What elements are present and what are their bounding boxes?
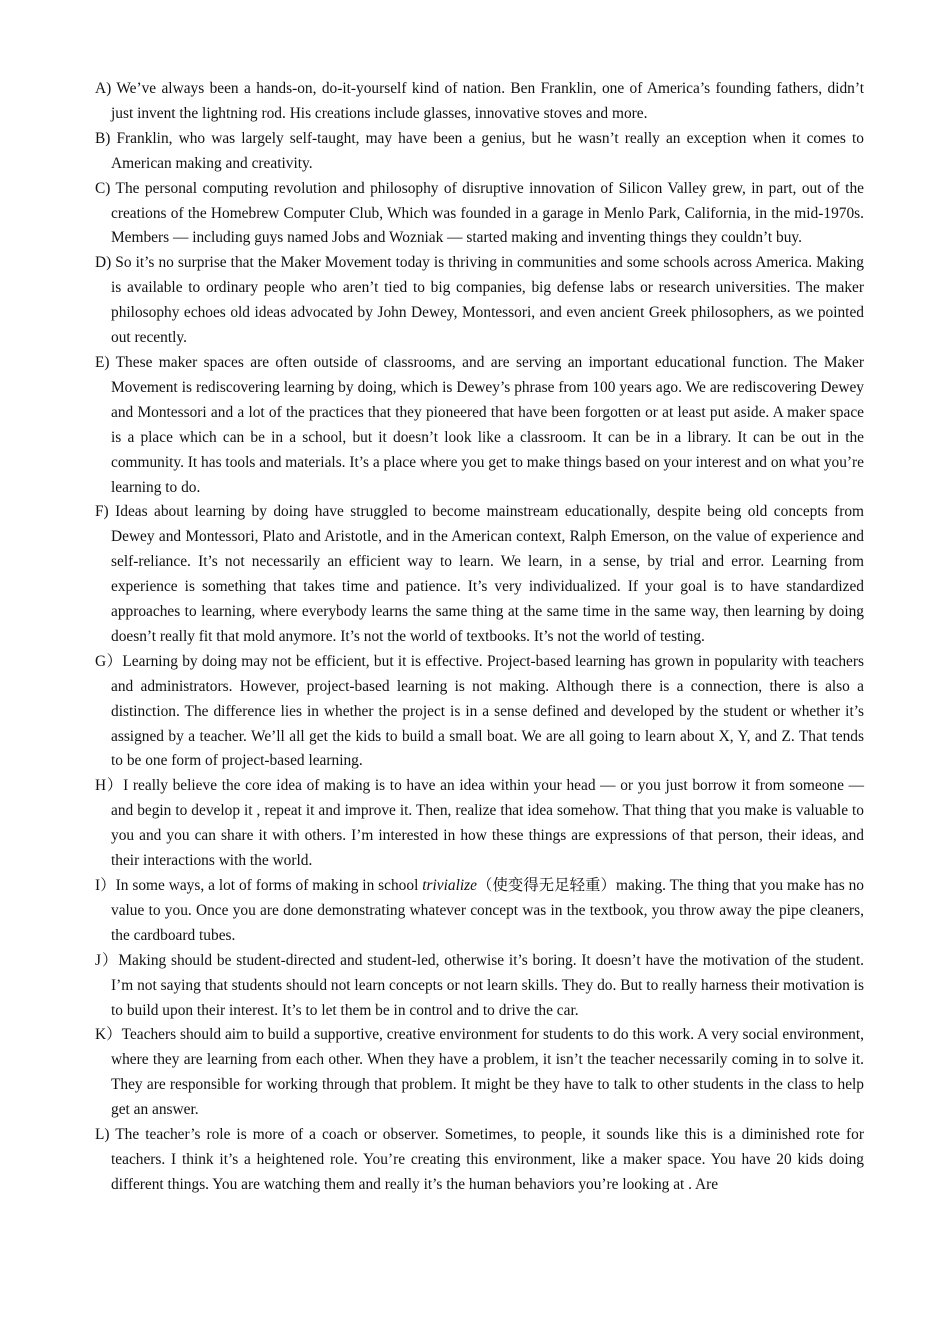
paragraph-d — [95, 251, 864, 351]
paragraph-label: K） — [95, 1026, 122, 1044]
paragraph-text: We’ve always been a hands-on, do-it-yourself kind of nation. Ben Franklin, one of America’s founding fathers, didn’t just invent the lightning rod. His creations include glasses, innovative stoves and more. — [111, 80, 864, 122]
paragraph-label: E) — [95, 353, 116, 371]
paragraph-a — [95, 77, 864, 127]
paragraph-b — [95, 127, 864, 177]
paragraph-label: J） — [95, 951, 119, 969]
paragraph-text: So it’s no surprise that the Maker Movement today is thriving in communities and some schools across America. Making is available to ordinary people who aren’t tied to big companies, big defense labs or research universities. The maker philosophy echoes old ideas advocated by John Dewey, Montessori, and even ancient Greek philosophers, as we pointed out recently. — [111, 254, 864, 347]
paragraph-l — [95, 1123, 864, 1198]
document-page — [95, 77, 864, 1198]
paragraph-text: Teachers should aim to build a supportive, creative environment for students to do this work. A very social environment, where they are learning from each other. When they have a problem, it isn’t the teacher necessarily coming in to solve it. They are responsible for working through that problem. It might be they have to talk to other students in the class to help get an answer. — [111, 1026, 864, 1119]
paragraph-text: Franklin, who was largely self-taught, may have been a genius, but he wasn’t really an exception when it comes to American making and creativity. — [111, 129, 864, 172]
paragraph-text: The personal computing revolution and philosophy of disruptive innovation of Silicon Valley grew, in part, out of the creations of the Homebrew Computer Club, Which was founded in a garage in Menlo Park, California, in the mid-1970s. Members — including guys named Jobs and Wozniak — started making and inventing things they couldn’t buy. — [111, 179, 864, 247]
paragraph-label: C) — [95, 179, 116, 197]
paragraph-label: F) — [95, 503, 116, 521]
paragraph-j — [95, 949, 864, 1024]
paragraph-g — [95, 650, 864, 775]
paragraph-h — [95, 774, 864, 874]
paragraph-i — [95, 874, 864, 949]
paragraph-text: Ideas about learning by doing have struggled to become mainstream educationally, despite being old concepts from Dewey and Montessori, Plato and Aristotle, and in the American context, Ralph Emerson, on the value of experience and self-reliance. It’s not necessarily an efficient way to learn. We learn, in a sense, by trial and error. Learning from experience is something that takes time and patience. It’s very individualized. If your goal is to have standardized approaches to learning, where everybody learns the same thing at the same time in the same way, then learning by doing doesn’t really fit that mold anymore. It’s not the world of textbooks. It’s not the world of testing. — [111, 503, 864, 645]
paragraph-text: These maker spaces are often outside of classrooms, and are serving an important educational function. The Maker Movement is rediscovering learning by doing, which is Dewey’s phrase from 100 years ago. We are rediscovering Dewey and Montessori and a lot of the practices that they pioneered that have been forgotten or at least put aside. A maker space is a place which can be in a school, but it doesn’t look like a classroom. It can be in a library. It can be out in the community. It has tools and materials. It’s a place where you get to make things based on your interest and on what you’re learning to do. — [111, 353, 864, 496]
paragraph-c — [95, 177, 864, 252]
paragraph-text-after: （使变得无足轻重）making. The thing that you make has no value to you. Once you are done demonstrating whatever concept was in the textbook, you throw away the pipe cleaners, the cardboard tubes. — [111, 877, 864, 944]
paragraph-label: A) — [95, 80, 117, 97]
paragraph-label: D) — [95, 254, 116, 272]
paragraph-label: G） — [95, 652, 123, 670]
paragraph-text-before: In some ways, a lot of forms of making in school — [115, 877, 423, 894]
paragraph-label: I） — [95, 877, 116, 894]
paragraph-label: B) — [95, 129, 117, 147]
paragraph-k — [95, 1023, 864, 1123]
paragraph-e — [95, 351, 864, 500]
paragraph-text: Making should be student-directed and student-led, otherwise it’s boring. It doesn’t have the motivation of the student. I’m not saying that students should not learn concepts or not learn skills. They do. But to really harness their motivation is to build upon their interest. It’s to let them be in control and to drive the car. — [111, 951, 864, 1019]
paragraph-label: L) — [95, 1126, 116, 1144]
paragraph-text: The teacher’s role is more of a coach or observer. Sometimes, to people, it sounds like this is a diminished rote for teachers. I think it’s a heightened role. You’re creating this environment, like a maker space. You have 20 kids doing different things. You are watching them and really it’s the human behaviors you’re looking at . Are — [111, 1126, 864, 1193]
paragraph-text: Learning by doing may not be efficient, but it is effective. Project-based learning has grown in popularity with teachers and administrators. However, project-based learning is not making. Although there is a connection, there is also a distinction. The difference lies in whether the project is in a sense defined and developed by the student or whether it’s assigned by a teacher. We’ll all get the kids to build a small boat. We are all going to learn about X, Y, and Z. That tends to be one form of project-based learning. — [111, 652, 864, 770]
italic-term: trivialize — [422, 877, 477, 894]
paragraph-f — [95, 500, 864, 649]
paragraph-label: H） — [95, 777, 124, 795]
paragraph-text: I really believe the core idea of making is to have an idea within your head — or you just borrow it from someone — and begin to develop it , repeat it and improve it. Then, realize that idea somehow. That thing that you make is valuable to you and you can share it with others. I’m interested in how these things are expressions of that person, their ideas, and their interactions with the world. — [111, 777, 864, 870]
